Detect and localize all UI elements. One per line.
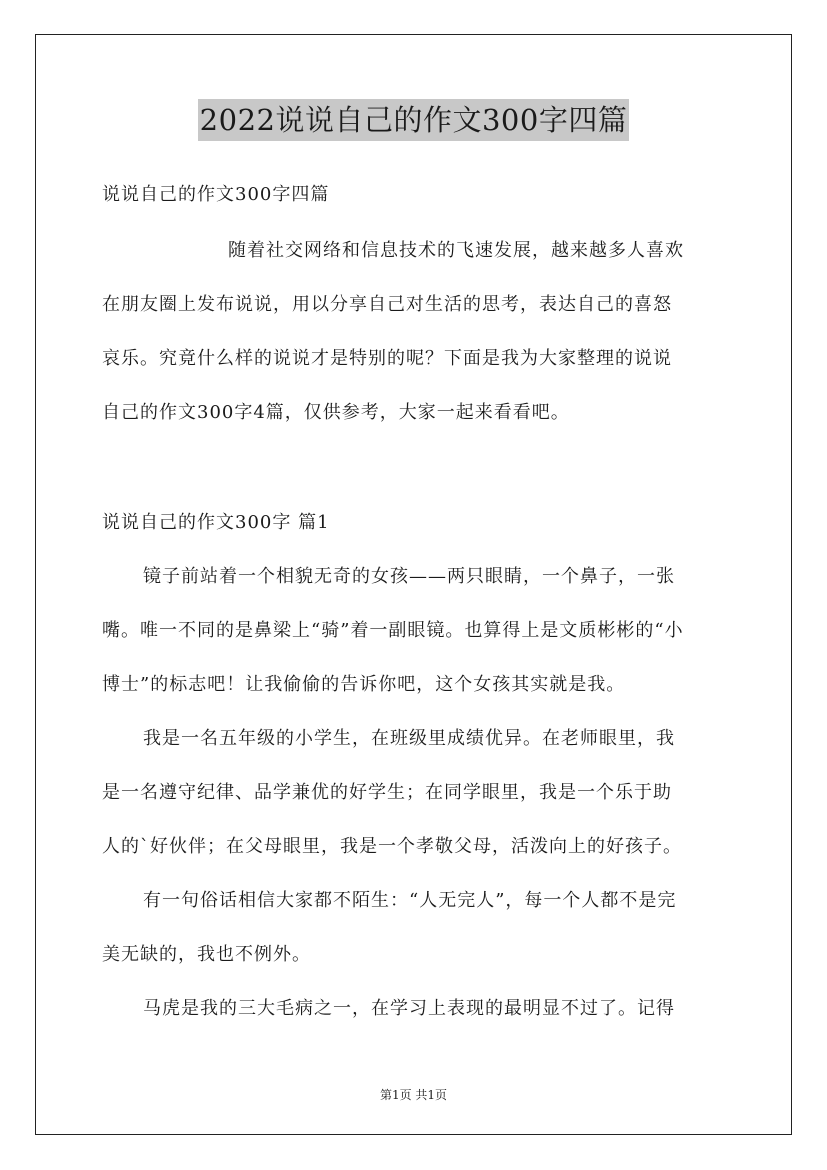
body-line-5: 是一名遵守纪律、品学兼优的好学生；在同学眼里，我是一个乐于助 — [102, 782, 672, 803]
section-heading: 说说自己的作文300字 篇1 — [102, 512, 330, 533]
document-title: 2022说说自己的作文300字四篇 — [198, 99, 630, 141]
intro-line-2: 在朋友圈上发布说说，用以分享自己对生活的思考，表达自己的喜怒 — [102, 294, 672, 315]
intro-line-4: 自己的作文300字4篇，仅供参考，大家一起来看看吧。 — [102, 402, 570, 423]
body-line-8: 美无缺的，我也不例外。 — [102, 944, 311, 965]
page-footer: 第1页 共1页 — [379, 1088, 448, 1102]
body-line-2: 嘴。唯一不同的是鼻梁上“骑”着一副眼镜。也算得上是文质彬彬的“小 — [102, 620, 684, 641]
body-line-1: 镜子前站着一个相貌无奇的女孩——两只眼睛，一个鼻子，一张 — [143, 566, 675, 587]
body-line-6: 人的`好伙伴；在父母眼里，我是一个孝敬父母，活泼向上的好孩子。 — [102, 836, 682, 857]
body-line-9: 马虎是我的三大毛病之一，在学习上表现的最明显不过了。记得 — [143, 998, 675, 1019]
intro-line-1: 随着社交网络和信息技术的飞速发展，越来越多人喜欢 — [228, 240, 684, 261]
body-line-3: 博士”的标志吧！让我偷偷的告诉你吧，这个女孩其实就是我。 — [102, 674, 626, 695]
body-line-4: 我是一名五年级的小学生，在班级里成绩优异。在老师眼里，我 — [143, 728, 675, 749]
intro-line-3: 哀乐。究竟什么样的说说才是特别的呢？下面是我为大家整理的说说 — [102, 348, 672, 369]
title-container — [0, 99, 827, 141]
subtitle: 说说自己的作文300字四篇 — [102, 184, 330, 205]
body-line-7: 有一句俗话相信大家都不陌生：“人无完人”，每一个人都不是完 — [143, 890, 677, 911]
